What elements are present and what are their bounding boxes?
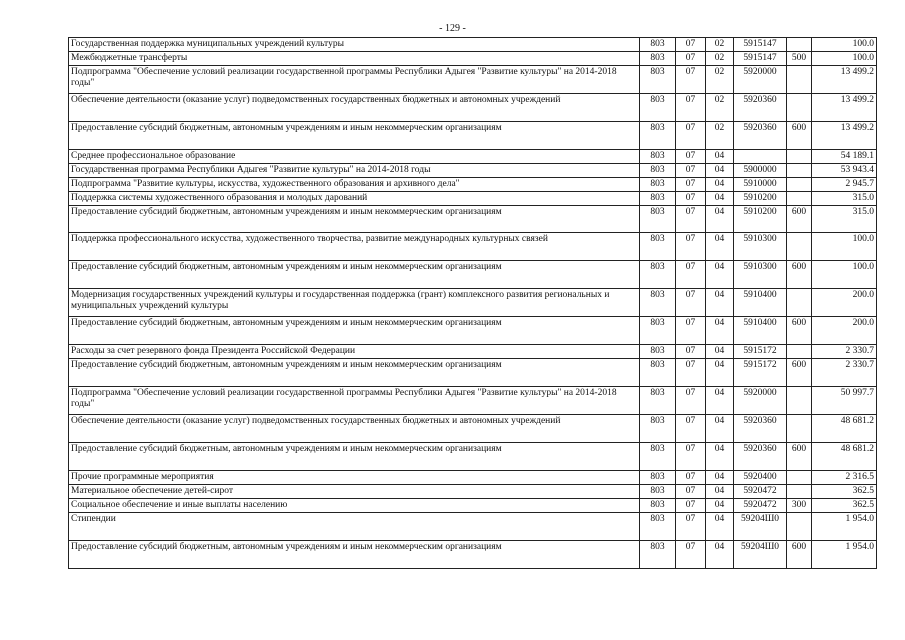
table-row bbox=[69, 289, 877, 317]
subsection-code-cell: 04 bbox=[706, 359, 734, 387]
amount-cell: 100.0 bbox=[812, 261, 877, 289]
target-article-cell: 5915147 bbox=[734, 52, 787, 66]
amount-cell: 1 954.0 bbox=[812, 513, 877, 541]
target-article-cell: 5920360 bbox=[734, 415, 787, 443]
item-name-cell: Поддержка профессионального искусства, художественного творчества, развитие международных культурных связей bbox=[69, 233, 640, 261]
table-row bbox=[69, 415, 877, 443]
item-name-cell: Предоставление субсидий бюджетным, автономным учреждениям и иным некоммерческим организациям bbox=[69, 359, 640, 387]
target-article-cell: 5920472 bbox=[734, 499, 787, 513]
target-article-cell: 5920400 bbox=[734, 471, 787, 485]
department-code-cell: 803 bbox=[640, 233, 676, 261]
amount-cell: 50 997.7 bbox=[812, 387, 877, 415]
item-name-cell: Расходы за счет резервного фонда Президента Российской Федерации bbox=[69, 345, 640, 359]
section-code-cell: 07 bbox=[676, 178, 706, 192]
amount-cell: 2 316.5 bbox=[812, 471, 877, 485]
subsection-code-cell: 04 bbox=[706, 289, 734, 317]
expense-type-cell: 600 bbox=[787, 541, 812, 569]
department-code-cell: 803 bbox=[640, 443, 676, 471]
item-name-cell: Прочие программные мероприятия bbox=[69, 471, 640, 485]
subsection-code-cell: 04 bbox=[706, 178, 734, 192]
expense-type-cell bbox=[787, 471, 812, 485]
section-code-cell: 07 bbox=[676, 150, 706, 164]
department-code-cell: 803 bbox=[640, 52, 676, 66]
table-row bbox=[69, 317, 877, 345]
expense-type-cell: 600 bbox=[787, 261, 812, 289]
target-article-cell: 5920360 bbox=[734, 443, 787, 471]
expense-type-cell bbox=[787, 233, 812, 261]
department-code-cell: 803 bbox=[640, 415, 676, 443]
subsection-code-cell: 02 bbox=[706, 66, 734, 94]
item-name-cell: Подпрограмма "Обеспечение условий реализации государственной программы Республики Адыгея "Развитие культуры" на 2014-2018 годы" bbox=[69, 387, 640, 415]
target-article-cell: 5910400 bbox=[734, 289, 787, 317]
subsection-code-cell: 04 bbox=[706, 415, 734, 443]
section-code-cell: 07 bbox=[676, 359, 706, 387]
item-name-cell: Среднее профессиональное образование bbox=[69, 150, 640, 164]
item-name-cell: Предоставление субсидий бюджетным, автономным учреждениям и иным некоммерческим организациям bbox=[69, 317, 640, 345]
department-code-cell: 803 bbox=[640, 317, 676, 345]
amount-cell: 2 945.7 bbox=[812, 178, 877, 192]
department-code-cell: 803 bbox=[640, 345, 676, 359]
table-row bbox=[69, 513, 877, 541]
amount-cell: 2 330.7 bbox=[812, 359, 877, 387]
amount-cell: 200.0 bbox=[812, 289, 877, 317]
target-article-cell: 5915147 bbox=[734, 38, 787, 52]
expense-type-cell bbox=[787, 345, 812, 359]
page-number: - 129 - bbox=[439, 23, 466, 34]
target-article-cell: 5920000 bbox=[734, 66, 787, 94]
budget-table-body bbox=[69, 38, 877, 569]
department-code-cell: 803 bbox=[640, 513, 676, 541]
table-row bbox=[69, 150, 877, 164]
item-name-cell: Предоставление субсидий бюджетным, автономным учреждениям и иным некоммерческим организациям bbox=[69, 541, 640, 569]
expense-type-cell bbox=[787, 38, 812, 52]
item-name-cell: Предоставление субсидий бюджетным, автономным учреждениям и иным некоммерческим организациям bbox=[69, 261, 640, 289]
expense-type-cell: 600 bbox=[787, 317, 812, 345]
target-article-cell: 5920000 bbox=[734, 387, 787, 415]
table-row bbox=[69, 52, 877, 66]
department-code-cell: 803 bbox=[640, 499, 676, 513]
amount-cell: 13 499.2 bbox=[812, 66, 877, 94]
department-code-cell: 803 bbox=[640, 289, 676, 317]
department-code-cell: 803 bbox=[640, 541, 676, 569]
amount-cell: 100.0 bbox=[812, 38, 877, 52]
item-name-cell: Предоставление субсидий бюджетным, автономным учреждениям и иным некоммерческим организациям bbox=[69, 122, 640, 150]
department-code-cell: 803 bbox=[640, 192, 676, 206]
amount-cell: 100.0 bbox=[812, 52, 877, 66]
target-article-cell: 5910000 bbox=[734, 178, 787, 192]
table-row bbox=[69, 261, 877, 289]
section-code-cell: 07 bbox=[676, 499, 706, 513]
section-code-cell: 07 bbox=[676, 485, 706, 499]
expense-type-cell bbox=[787, 415, 812, 443]
target-article-cell: 5910400 bbox=[734, 317, 787, 345]
expense-type-cell bbox=[787, 289, 812, 317]
amount-cell: 100.0 bbox=[812, 233, 877, 261]
section-code-cell: 07 bbox=[676, 415, 706, 443]
item-name-cell: Государственная поддержка муниципальных учреждений культуры bbox=[69, 38, 640, 52]
target-article-cell bbox=[734, 150, 787, 164]
amount-cell: 1 954.0 bbox=[812, 541, 877, 569]
table-row bbox=[69, 94, 877, 122]
subsection-code-cell: 04 bbox=[706, 206, 734, 233]
department-code-cell: 803 bbox=[640, 150, 676, 164]
expense-type-cell bbox=[787, 513, 812, 541]
item-name-cell: Предоставление субсидий бюджетным, автономным учреждениям и иным некоммерческим организациям bbox=[69, 206, 640, 233]
target-article-cell: 5915172 bbox=[734, 359, 787, 387]
subsection-code-cell: 04 bbox=[706, 471, 734, 485]
section-code-cell: 07 bbox=[676, 192, 706, 206]
table-row bbox=[69, 206, 877, 233]
subsection-code-cell: 04 bbox=[706, 233, 734, 261]
section-code-cell: 07 bbox=[676, 261, 706, 289]
subsection-code-cell: 04 bbox=[706, 387, 734, 415]
subsection-code-cell: 04 bbox=[706, 261, 734, 289]
subsection-code-cell: 04 bbox=[706, 345, 734, 359]
amount-cell: 362.5 bbox=[812, 485, 877, 499]
expense-type-cell bbox=[787, 164, 812, 178]
table-row bbox=[69, 499, 877, 513]
table-row bbox=[69, 359, 877, 387]
section-code-cell: 07 bbox=[676, 387, 706, 415]
department-code-cell: 803 bbox=[640, 122, 676, 150]
target-article-cell: 5915172 bbox=[734, 345, 787, 359]
amount-cell: 48 681.2 bbox=[812, 415, 877, 443]
target-article-cell: 5910200 bbox=[734, 192, 787, 206]
table-row bbox=[69, 387, 877, 415]
section-code-cell: 07 bbox=[676, 233, 706, 261]
department-code-cell: 803 bbox=[640, 387, 676, 415]
subsection-code-cell: 02 bbox=[706, 38, 734, 52]
table-row bbox=[69, 164, 877, 178]
item-name-cell: Обеспечение деятельности (оказание услуг) подведомственных государственных бюджетных и автономных учреждений bbox=[69, 94, 640, 122]
section-code-cell: 07 bbox=[676, 38, 706, 52]
target-article-cell: 5920360 bbox=[734, 122, 787, 150]
expense-type-cell: 600 bbox=[787, 443, 812, 471]
item-name-cell: Модернизация государственных учреждений культуры и государственная поддержка (грант) комплексного развития региональных и муниципальных учреждений культуры bbox=[69, 289, 640, 317]
target-article-cell: 5910300 bbox=[734, 233, 787, 261]
target-article-cell: 5900000 bbox=[734, 164, 787, 178]
department-code-cell: 803 bbox=[640, 485, 676, 499]
subsection-code-cell: 04 bbox=[706, 513, 734, 541]
subsection-code-cell: 04 bbox=[706, 150, 734, 164]
amount-cell: 362.5 bbox=[812, 499, 877, 513]
amount-cell: 13 499.2 bbox=[812, 94, 877, 122]
section-code-cell: 07 bbox=[676, 164, 706, 178]
item-name-cell: Предоставление субсидий бюджетным, автономным учреждениям и иным некоммерческим организациям bbox=[69, 443, 640, 471]
amount-cell: 53 943.4 bbox=[812, 164, 877, 178]
table-row bbox=[69, 192, 877, 206]
item-name-cell: Государственная программа Республики Адыгея "Развитие культуры" на 2014-2018 годы bbox=[69, 164, 640, 178]
section-code-cell: 07 bbox=[676, 52, 706, 66]
table-row bbox=[69, 485, 877, 499]
section-code-cell: 07 bbox=[676, 66, 706, 94]
subsection-code-cell: 02 bbox=[706, 94, 734, 122]
amount-cell: 54 189.1 bbox=[812, 150, 877, 164]
item-name-cell: Материальное обеспечение детей-сирот bbox=[69, 485, 640, 499]
target-article-cell: 59204Ш0 bbox=[734, 513, 787, 541]
subsection-code-cell: 04 bbox=[706, 317, 734, 345]
expense-type-cell bbox=[787, 94, 812, 122]
expense-type-cell bbox=[787, 485, 812, 499]
section-code-cell: 07 bbox=[676, 443, 706, 471]
item-name-cell: Подпрограмма "Развитие культуры, искусства, художественного образования и архивного дела" bbox=[69, 178, 640, 192]
expense-type-cell bbox=[787, 178, 812, 192]
section-code-cell: 07 bbox=[676, 94, 706, 122]
target-article-cell: 5910200 bbox=[734, 206, 787, 233]
item-name-cell: Социальное обеспечение и иные выплаты населению bbox=[69, 499, 640, 513]
department-code-cell: 803 bbox=[640, 261, 676, 289]
table-row bbox=[69, 66, 877, 94]
department-code-cell: 803 bbox=[640, 164, 676, 178]
amount-cell: 2 330.7 bbox=[812, 345, 877, 359]
table-row bbox=[69, 178, 877, 192]
subsection-code-cell: 04 bbox=[706, 443, 734, 471]
section-code-cell: 07 bbox=[676, 345, 706, 359]
amount-cell: 200.0 bbox=[812, 317, 877, 345]
expense-type-cell: 500 bbox=[787, 52, 812, 66]
department-code-cell: 803 bbox=[640, 471, 676, 485]
table-row bbox=[69, 233, 877, 261]
department-code-cell: 803 bbox=[640, 178, 676, 192]
target-article-cell: 59204Ш0 bbox=[734, 541, 787, 569]
expense-type-cell bbox=[787, 387, 812, 415]
department-code-cell: 803 bbox=[640, 66, 676, 94]
section-code-cell: 07 bbox=[676, 541, 706, 569]
table-row bbox=[69, 443, 877, 471]
department-code-cell: 803 bbox=[640, 38, 676, 52]
section-code-cell: 07 bbox=[676, 471, 706, 485]
expense-type-cell bbox=[787, 192, 812, 206]
amount-cell: 315.0 bbox=[812, 192, 877, 206]
amount-cell: 48 681.2 bbox=[812, 443, 877, 471]
target-article-cell: 5920472 bbox=[734, 485, 787, 499]
table-row bbox=[69, 541, 877, 569]
section-code-cell: 07 bbox=[676, 289, 706, 317]
section-code-cell: 07 bbox=[676, 513, 706, 541]
table-row bbox=[69, 122, 877, 150]
department-code-cell: 803 bbox=[640, 94, 676, 122]
subsection-code-cell: 02 bbox=[706, 52, 734, 66]
table-row bbox=[69, 38, 877, 52]
target-article-cell: 5920360 bbox=[734, 94, 787, 122]
section-code-cell: 07 bbox=[676, 122, 706, 150]
expense-type-cell: 600 bbox=[787, 122, 812, 150]
item-name-cell: Стипендии bbox=[69, 513, 640, 541]
subsection-code-cell: 04 bbox=[706, 485, 734, 499]
budget-table bbox=[68, 37, 877, 569]
table-row bbox=[69, 345, 877, 359]
expense-type-cell: 300 bbox=[787, 499, 812, 513]
item-name-cell: Обеспечение деятельности (оказание услуг) подведомственных государственных бюджетных и автономных учреждений bbox=[69, 415, 640, 443]
department-code-cell: 803 bbox=[640, 206, 676, 233]
target-article-cell: 5910300 bbox=[734, 261, 787, 289]
item-name-cell: Поддержка системы художественного образования и молодых дарований bbox=[69, 192, 640, 206]
subsection-code-cell: 04 bbox=[706, 192, 734, 206]
item-name-cell: Межбюджетные трансферты bbox=[69, 52, 640, 66]
section-code-cell: 07 bbox=[676, 317, 706, 345]
subsection-code-cell: 04 bbox=[706, 164, 734, 178]
department-code-cell: 803 bbox=[640, 359, 676, 387]
amount-cell: 13 499.2 bbox=[812, 122, 877, 150]
expense-type-cell bbox=[787, 66, 812, 94]
expense-type-cell: 600 bbox=[787, 359, 812, 387]
subsection-code-cell: 04 bbox=[706, 541, 734, 569]
subsection-code-cell: 04 bbox=[706, 499, 734, 513]
table-row bbox=[69, 471, 877, 485]
expense-type-cell: 600 bbox=[787, 206, 812, 233]
amount-cell: 315.0 bbox=[812, 206, 877, 233]
item-name-cell: Подпрограмма "Обеспечение условий реализации государственной программы Республики Адыгея "Развитие культуры" на 2014-2018 годы" bbox=[69, 66, 640, 94]
subsection-code-cell: 02 bbox=[706, 122, 734, 150]
expense-type-cell bbox=[787, 150, 812, 164]
section-code-cell: 07 bbox=[676, 206, 706, 233]
